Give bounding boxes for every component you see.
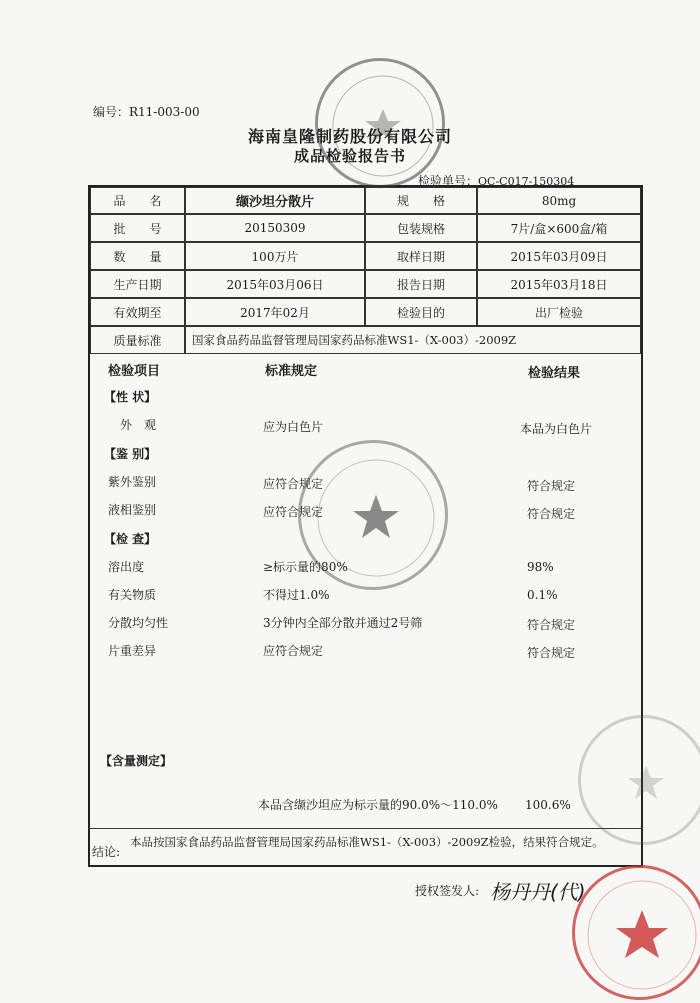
spec-label: 规 格 [365, 187, 477, 214]
mfg-date: 2015年03月06日 [185, 270, 365, 298]
test-result: 符合规定 [527, 479, 576, 493]
sampling-date: 2015年03月09日 [477, 242, 641, 270]
spec: 80mg [477, 187, 641, 214]
report-date-label: 报告日期 [365, 270, 477, 298]
quantity-label: 数 量 [90, 242, 185, 270]
test-item: 分散均匀性 [108, 616, 169, 630]
signature-handwritten: 杨丹丹(代) [490, 880, 586, 904]
test-result: 符合规定 [527, 646, 576, 660]
test-result: 符合规定 [527, 618, 576, 632]
test-item: 液相鉴别 [108, 503, 157, 517]
col-item-header: 检验项目 [108, 364, 161, 379]
test-standard: 不得过1.0% [263, 588, 330, 602]
report-date: 2015年03月18日 [477, 270, 641, 298]
purpose: 出厂检验 [477, 298, 641, 326]
conclusion-divider [88, 828, 643, 829]
conclusion-label: 结论: [92, 845, 121, 859]
batch-number: 20150309 [185, 214, 365, 242]
qc-seal-icon [318, 61, 448, 191]
test-item: 有关物质 [108, 588, 157, 602]
report-title: 成品检验报告书 [293, 147, 406, 165]
test-item: 紫外鉴别 [108, 475, 157, 489]
test-result: 0.1% [527, 588, 558, 602]
test-item: 溶出度 [108, 560, 145, 574]
conclusion-text: 本品按国家食品药品监督管理局国家药品标准WS1-（X-003）-2009Z检验，结果符合规定。 [130, 835, 604, 849]
right-seal-icon [581, 718, 700, 848]
test-standard: 3分钟内全部分散并通过2号筛 [263, 616, 423, 630]
test-standard: 应符合规定 [263, 644, 324, 658]
col-result-header: 检验结果 [528, 366, 581, 381]
section-character: 【性 状】 [104, 390, 157, 404]
assay-result: 100.6% [525, 798, 571, 812]
section-check: 【检 查】 [104, 532, 157, 546]
product-name-label: 品 名 [90, 187, 185, 214]
right-seal-stamp [578, 715, 700, 845]
test-result: 本品为白色片 [520, 422, 593, 436]
signature-label: 授权签发人: [415, 884, 480, 898]
expiry-date: 2017年02月 [185, 298, 365, 326]
col-standard-header: 标准规定 [265, 364, 318, 379]
test-item: 外 观 [120, 418, 157, 432]
test-item: 片重差异 [108, 644, 157, 658]
purpose-label: 检验目的 [365, 298, 477, 326]
assay-standard: 本品含缬沙坦应为标示量的90.0%～110.0% [258, 798, 498, 812]
section-assay: 【含量测定】 [100, 754, 173, 768]
section-identification: 【鉴 别】 [104, 447, 157, 461]
quantity: 100万片 [185, 242, 365, 270]
mfg-date-label: 生产日期 [90, 270, 185, 298]
test-standard: 应符合规定 [263, 505, 324, 519]
product-name: 缬沙坦分散片 [185, 187, 365, 214]
standard-label: 质量标准 [90, 326, 185, 354]
test-result: 符合规定 [527, 507, 576, 521]
hangzhou-seal-icon [575, 868, 700, 1003]
anhui-seal-stamp [298, 440, 448, 590]
anhui-seal-icon [301, 443, 451, 593]
expiry-label: 有效期至 [90, 298, 185, 326]
report-number-label: 检验单号： [418, 174, 479, 188]
sampling-date-label: 取样日期 [365, 242, 477, 270]
quality-standard: 国家食品药品监督管理局国家药品标准WS1-（X-003）-2009Z [185, 326, 641, 354]
test-standard: ≥标示量的80% [263, 560, 348, 574]
batch-label: 批 号 [90, 214, 185, 242]
test-standard: 应符合规定 [263, 477, 324, 491]
report-number-value: QC-C017-150304 [478, 175, 575, 188]
packaging: 7片/盒×600盒/箱 [477, 214, 641, 242]
packaging-label: 包装规格 [365, 214, 477, 242]
qc-seal-stamp [315, 58, 445, 188]
company-name: 海南皇隆制药股份有限公司 [247, 127, 452, 146]
test-standard: 应为白色片 [263, 420, 324, 434]
test-result: 98% [527, 560, 554, 574]
hangzhou-seal-stamp [572, 865, 700, 1000]
document-number: 编号：R11-003-00 [93, 105, 200, 119]
